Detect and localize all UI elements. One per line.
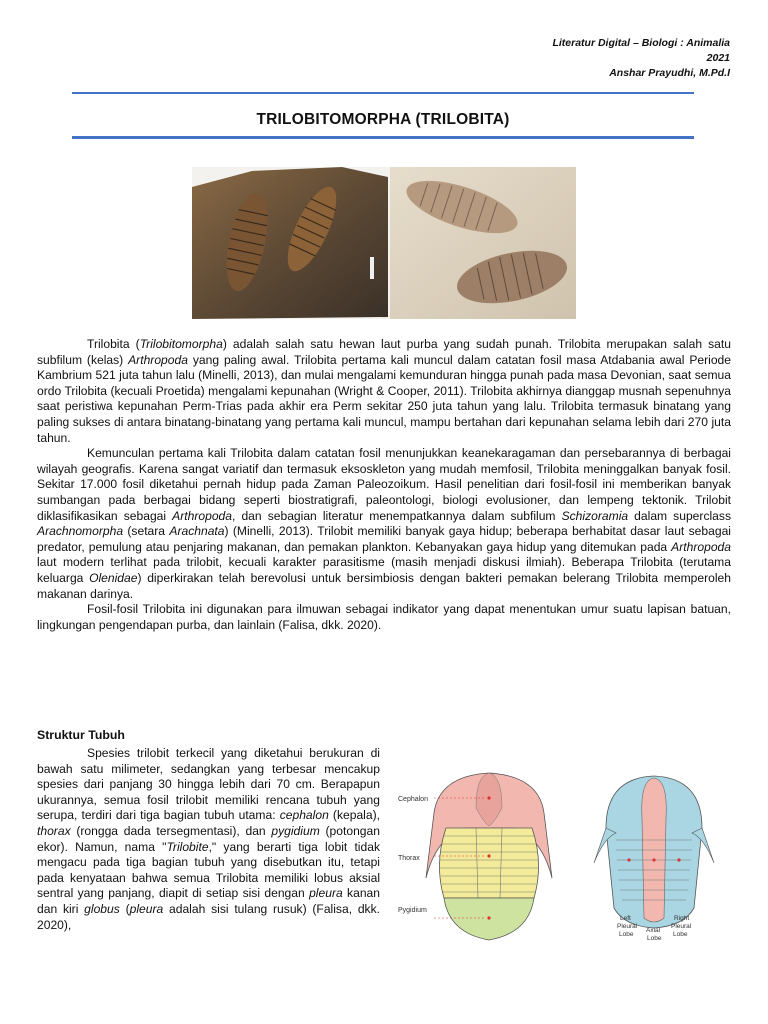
label-left-3: Lobe [619, 931, 634, 938]
trilobite-dorsal-diagram [398, 773, 552, 940]
label-axial-1: Axial [646, 927, 661, 934]
paragraph-2: Kemunculan pertama kali Trilobita dalam catatan fosil menunjukkan keanekaragaman dan persebarannya di berbagai wilayah geografis. Karena sangat variatif dan termasuk eksoskleton yang mudah memfosil, Trilobita meninggalkan banyak fosil. Sekitar 17.000 fosil diketahui pernah hidup pada Zaman Paleozoikum. Hasil penelitian dari fosil-fosil ini memberikan banyak sumbangan pada berbagai bidang seperti biostratigrafi, paleontologi, biologi evolusioner, dan lempeng tektonik. Trilobit diklasifikasikan sebagai Arthropoda, dan sebagian literatur menempatkannya dalam subfilum Schizoramia dalam superclass Arachnomorpha (setara Arachnata) (Minelli, 2013). Trilobit memiliki banyak gaya hidup; beberapa berhabitat dasar laut sebagai predator, pemulung atau penjaring makanan, dan pemakan plankton. Kebanyakan gaya hidup yang ditemukan pada Arthropoda laut modern terlihat pada trilobit, kecuali karakter parasitisme (masih menjadi diskusi ilmiah). Beberapa Trilobita (terutama keluarga Olenidae) diperkirakan telah berevolusi untuk bersimbiosis dengan bakteri pemakan belerang Trilobita memperoleh makanan darinya. [37, 446, 731, 601]
document-header [330, 36, 730, 81]
header-line-1: Literatur Digital – Biologi : Animalia [552, 37, 730, 49]
top-divider [72, 92, 694, 94]
paragraph-3: Fosil-fosil Trilobita ini digunakan para ilmuwan sebagai indikator yang dapat menentukan umur suatu lapisan batuan, lingkungan pengendapan purba, dan lainlain (Falisa, dkk. 2020). [37, 602, 731, 632]
page-title: TRILOBITOMORPHA (TRILOBITA) [256, 111, 510, 128]
title-divider [72, 136, 694, 139]
structure-paragraph: Spesies trilobit terkecil yang diketahui berukuran di bawah satu milimeter, sedangkan yang terbesar mencakup spesies dari panjang 30 hingga lebih dari 70 cm. Berapapun ukurannya, semua fosil trilobit memiliki rencana tubuh yang serupa, terdiri dari tiga bagian tubuh utama: cephalon (kepala), thorax (rongga dada tersegmentasi), dan pygidium (potongan ekor). Namun, nama "Trilobite," yang berarti tiga lobit tidak mengacu pada tiga bagian tubuh yang disebutkan itu, tetapi pada kenyataan bahwa semua Trilobita memiliki lobus aksial sentral yang panjang, diapit di setiap sisi dengan pleura kanan dan kiri globus (pleura adalah sisi tulang rusuk) (Falisa, dkk. 2020), [37, 746, 380, 932]
intro-text [37, 337, 731, 633]
label-cephalon: Cephalon [398, 796, 428, 803]
label-left-1: Left [620, 915, 631, 922]
header-line-3: Anshar Prayudhi, M.Pd.I [609, 67, 730, 79]
label-right-2: Pleural [671, 923, 692, 930]
trilobite-anatomy-diagram [394, 768, 732, 948]
header-line-2: 2021 [706, 52, 730, 64]
trilobite-fossil-photo [192, 167, 576, 319]
section-title: Struktur Tubuh [37, 728, 125, 742]
structure-text [37, 746, 380, 933]
label-pygidium: Pygidium [398, 907, 427, 914]
trilobite-lobes-diagram [594, 776, 714, 942]
label-thorax: Thorax [398, 855, 420, 862]
label-left-2: Pleural [617, 923, 638, 930]
thorax-shape [439, 828, 538, 898]
label-right-1: Right [674, 915, 690, 922]
paragraph-1: Trilobita (Trilobitomorpha) adalah salah satu hewan laut purba yang sudah punah. Trilobita merupakan salah satu subfilum (kelas) Arthropoda yang paling awal. Trilobita pertama kali muncul dalam catatan fosil masa Atdabania awal Periode Kambrium 521 juta tahun lalu (Minelli, 2013), dan mulai mengalami kemunduran hingga punah pada masa Devonian, saat semua ordo Trilobita (kecuali Proetida) mengalami kepunahan (Wright & Cooper, 2011). Trilobita akhirnya dianggap musnah sepenuhnya saat peristiwa kepunahan Perm-Trias pada akhir era Perm sekitar 250 juta tahun yang lalu. Trilobita termasuk binatang yang paling sukses di antara binatang-binatang yang pertama kali muncul, mampu bertahan dari kepunahan selama lebih dari 270 juta tahun. [37, 337, 732, 445]
label-right-3: Lobe [673, 931, 688, 938]
label-axial-2: Lobe [647, 935, 662, 942]
